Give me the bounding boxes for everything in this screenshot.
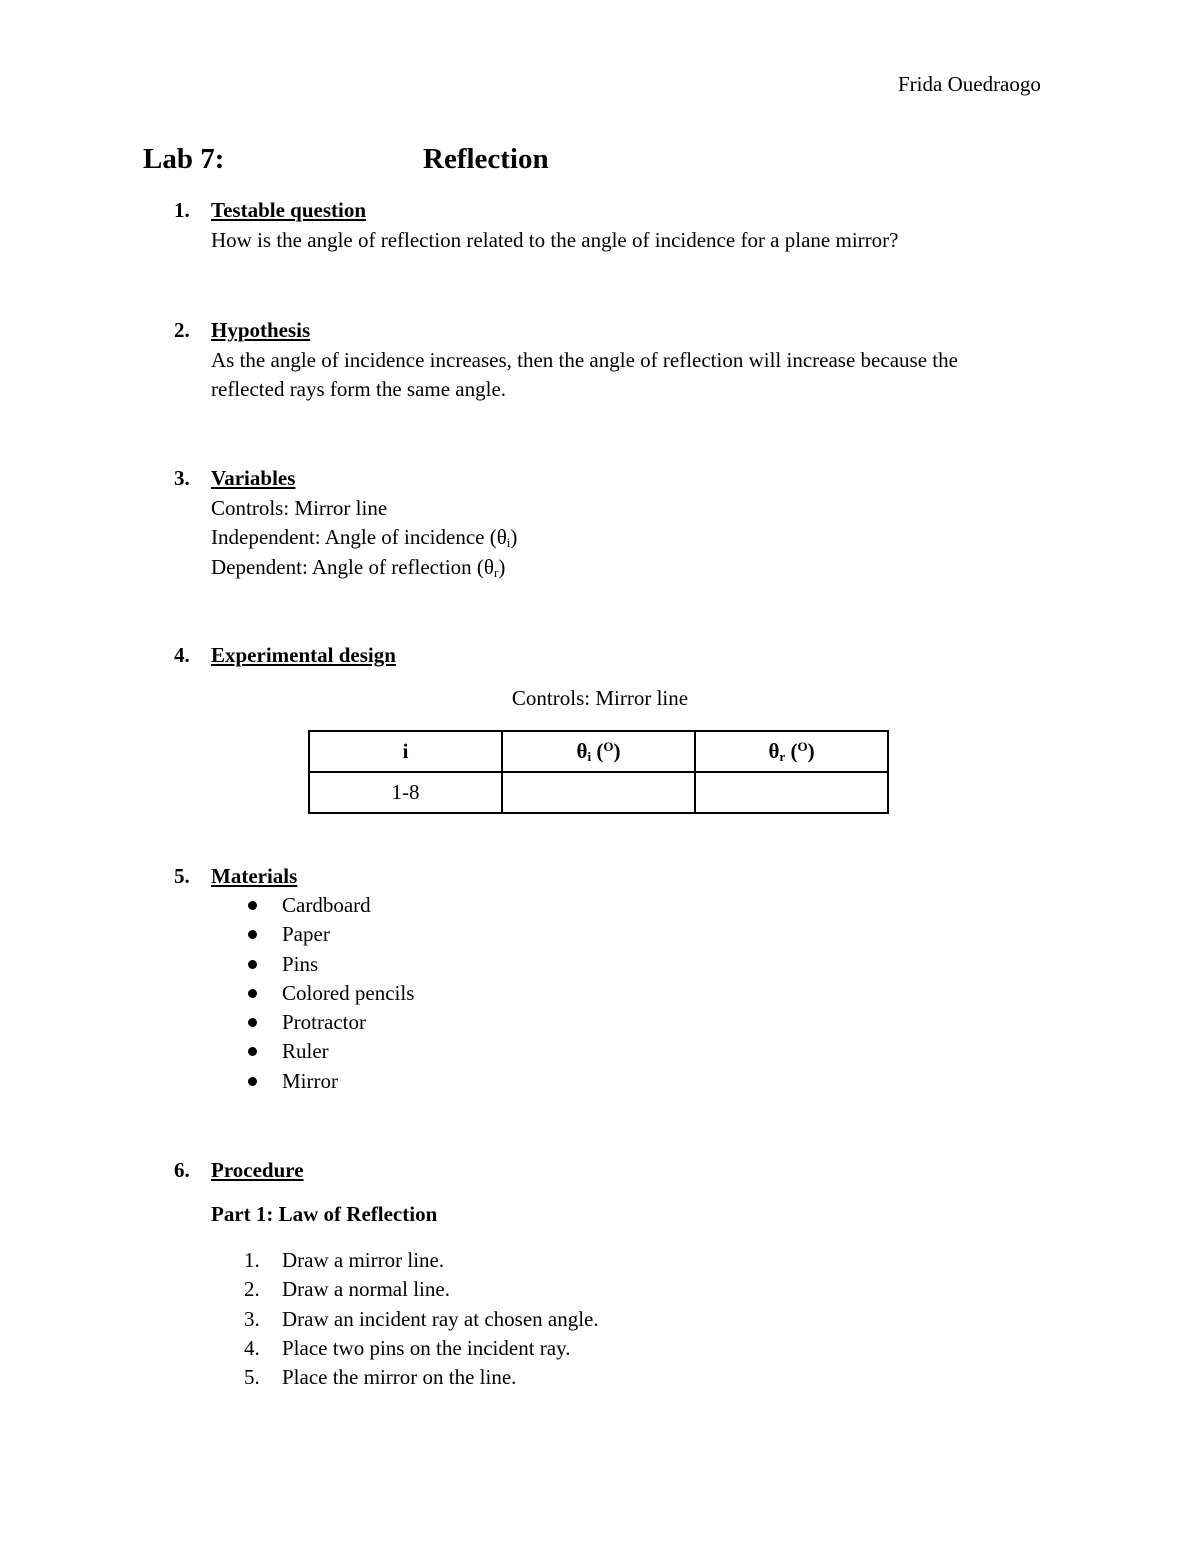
table-header-row xyxy=(309,731,888,772)
bullet-icon xyxy=(248,901,257,910)
section-number: 4. xyxy=(174,643,190,667)
bullet-icon xyxy=(248,989,257,998)
list-item: 5. Place the mirror on the line. xyxy=(244,1365,517,1390)
bullet-icon xyxy=(248,930,257,939)
bullet-icon xyxy=(248,1018,257,1027)
procedure-steps xyxy=(244,1246,599,1392)
bullet-icon xyxy=(248,1047,257,1056)
table-cell xyxy=(502,772,695,813)
section-number: 3. xyxy=(174,466,190,490)
lab-topic-title: Reflection xyxy=(423,143,549,175)
header-angle-incidence: $\theta_i$ ($^O$) xyxy=(502,731,695,772)
table-row xyxy=(309,772,888,813)
table-cell xyxy=(695,772,888,813)
controls-variable: Controls: Mirror line xyxy=(211,495,388,520)
section-heading: Experimental design xyxy=(211,643,396,667)
list-item: Paper xyxy=(244,920,414,949)
section-heading: Variables xyxy=(211,466,296,490)
list-item: 3. Draw an incident ray at chosen angle. xyxy=(244,1306,599,1331)
list-item: 2. Draw a normal line. xyxy=(244,1277,450,1302)
list-item: Pins xyxy=(244,950,414,979)
procedure-part-title: Part 1: Law of Reflection xyxy=(211,1202,438,1226)
author-name: Frida Ouedraogo xyxy=(898,72,1041,96)
bullet-icon xyxy=(248,1077,257,1086)
section-number: 6. xyxy=(174,1158,190,1182)
lab-number-title: Lab 7: xyxy=(143,143,225,175)
header-angle-reflection: $\theta_r$ ($^O$) xyxy=(695,731,888,772)
list-item: Ruler xyxy=(244,1037,414,1066)
dependent-variable: Dependent: Angle of reflection $(\theta_r)$ xyxy=(211,554,506,580)
section-text: As the angle of incidence increases, then the angle of reflection will increase because the xyxy=(211,347,958,372)
list-item: 4. Place two pins on the incident ray. xyxy=(244,1335,571,1360)
experimental-design-table xyxy=(308,730,889,814)
materials-list xyxy=(244,891,414,1096)
section-heading: Procedure xyxy=(211,1158,304,1182)
section-heading: Testable question xyxy=(211,198,367,222)
list-item: Cardboard xyxy=(244,891,414,920)
header-trial: i xyxy=(309,731,502,772)
section-text: reflected rays form the same angle. xyxy=(211,377,507,401)
section-heading: Materials xyxy=(211,864,298,888)
table-cell: 1-8 xyxy=(309,772,502,813)
section-heading: Hypothesis xyxy=(211,318,311,342)
list-item: Protractor xyxy=(244,1008,414,1037)
section-number: 5. xyxy=(174,864,190,888)
list-item: Colored pencils xyxy=(244,979,414,1008)
independent-variable: Independent: Angle of incidence $(\theta_i)$ xyxy=(211,525,518,550)
section-number: 2. xyxy=(174,318,190,342)
section-text: How is the angle of reflection related to the angle of incidence for a plane mirror? xyxy=(211,227,899,252)
design-caption: Controls: Mirror line xyxy=(511,686,689,710)
list-item: 1. Draw a mirror line. xyxy=(244,1248,445,1272)
list-item: Mirror xyxy=(244,1067,414,1096)
bullet-icon xyxy=(248,960,257,969)
section-number: 1. xyxy=(174,198,190,222)
